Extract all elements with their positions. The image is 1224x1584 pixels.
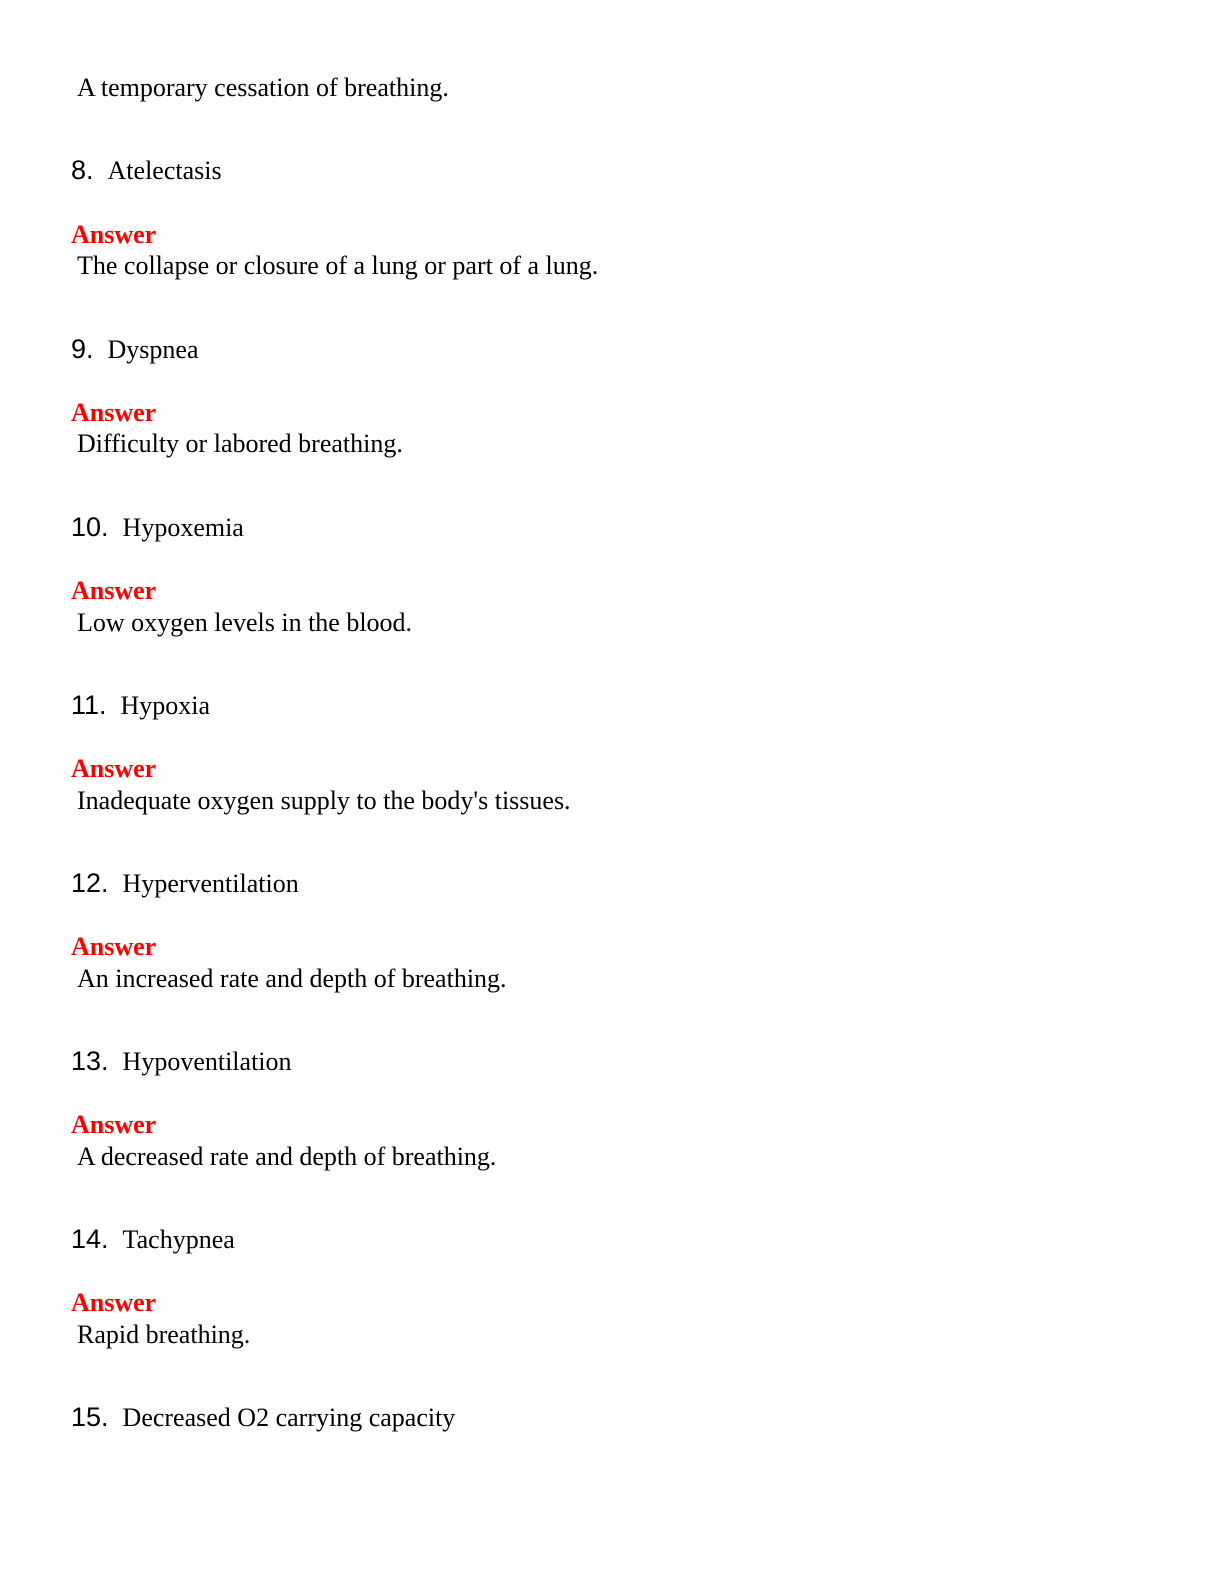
answer-label: Answer xyxy=(71,932,157,961)
question-term: Hypoxemia xyxy=(122,513,244,542)
answer-text-11: Inadequate oxygen supply to the body's tissues. xyxy=(77,786,571,815)
answer-label: Answer xyxy=(71,1288,157,1317)
question-12 xyxy=(71,868,299,899)
answer-label: Answer xyxy=(71,576,157,605)
question-13 xyxy=(71,1046,292,1077)
question-term: Decreased O2 carrying capacity xyxy=(122,1403,456,1432)
question-number: 10. xyxy=(71,512,109,542)
question-number: 12. xyxy=(71,868,109,898)
question-number: 15. xyxy=(71,1402,109,1432)
answer-label: Answer xyxy=(71,220,157,249)
question-term: Atelectasis xyxy=(107,156,222,185)
question-number: 11. xyxy=(71,690,107,720)
answer-text-8: The collapse or closure of a lung or part of a lung. xyxy=(77,251,599,280)
question-term: Tachypnea xyxy=(122,1225,235,1254)
question-8 xyxy=(71,155,222,186)
question-term: Dyspnea xyxy=(107,335,199,364)
answer-label: Answer xyxy=(71,398,157,427)
answer-label: Answer xyxy=(71,754,157,783)
answer-text-7: A temporary cessation of breathing. xyxy=(77,73,449,102)
question-14 xyxy=(71,1224,235,1255)
answer-label: Answer xyxy=(71,1110,157,1139)
question-10 xyxy=(71,512,244,543)
question-9 xyxy=(71,334,199,365)
question-number: 14. xyxy=(71,1224,109,1254)
question-number: 8. xyxy=(71,155,94,185)
answer-text-12: An increased rate and depth of breathing. xyxy=(77,964,507,993)
question-number: 9. xyxy=(71,334,94,364)
question-15 xyxy=(71,1402,455,1433)
question-number: 13. xyxy=(71,1046,109,1076)
answer-text-13: A decreased rate and depth of breathing. xyxy=(77,1142,497,1171)
answer-text-14: Rapid breathing. xyxy=(77,1320,251,1349)
answer-text-10: Low oxygen levels in the blood. xyxy=(77,608,413,637)
question-11 xyxy=(71,690,210,721)
question-term: Hypoxia xyxy=(120,691,211,720)
question-term: Hyperventilation xyxy=(122,869,299,898)
question-term: Hypoventilation xyxy=(122,1047,292,1076)
answer-text-9: Difficulty or labored breathing. xyxy=(77,429,403,458)
